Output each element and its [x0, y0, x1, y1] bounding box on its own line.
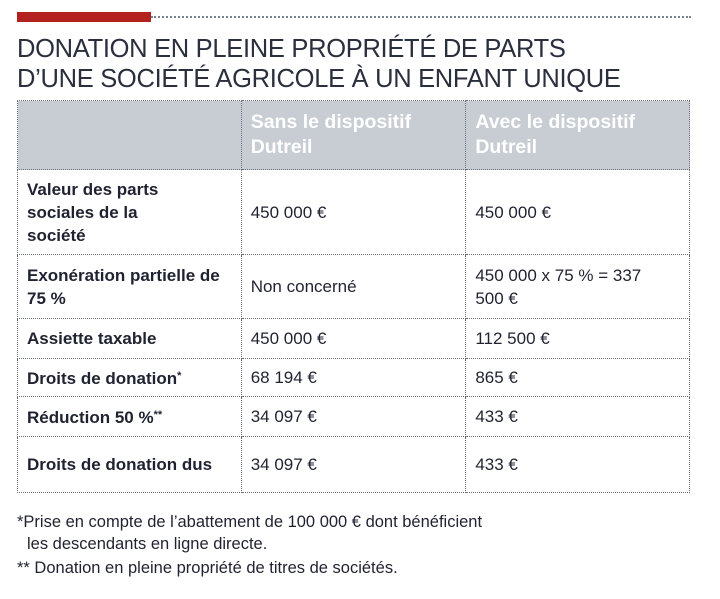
cell-avec-droits: 865 €	[466, 359, 690, 397]
header-avec-dispositif: Avec le dispositif Dutreil	[466, 101, 690, 170]
table-row	[18, 319, 690, 359]
row-label-reduction-text: Réduction 50 %	[27, 408, 154, 427]
footnote-marker: **	[153, 409, 163, 421]
table-row	[18, 359, 690, 397]
row-label-valeur-parts: Valeur des parts sociales de la société	[18, 170, 242, 255]
header-corner-cell	[18, 101, 242, 170]
cell-sans-droits-dus: 34 097 €	[241, 437, 466, 493]
cell-sans-reduction: 34 097 €	[241, 397, 466, 437]
row-label-droits	[18, 359, 242, 397]
cell-avec-assiette: 112 500 €	[466, 319, 690, 359]
footnote-1-line-1: *Prise en compte de l’abattement de 100 000 € dont bénéficient	[17, 513, 483, 531]
row-label-droits-text: Droits de donation	[27, 369, 178, 388]
row-label-exoneration: Exonération partielle de 75 %	[18, 255, 242, 319]
cell-sans-valeur-parts: 450 000 €	[241, 170, 466, 255]
footnote-1-line-2: les descendants en ligne directe.	[27, 535, 268, 553]
title-line-1: DONATION EN PLEINE PROPRIÉTÉ DE PARTS	[17, 35, 566, 63]
title-line-2: D’UNE SOCIÉTÉ AGRICOLE À UN ENFANT UNIQUE	[17, 65, 621, 93]
cell-sans-droits: 68 194 €	[241, 359, 466, 397]
table-row	[18, 255, 690, 319]
cell-avec-droits-dus: 433 €	[466, 437, 690, 493]
row-label-droits-dus: Droits de donation dus	[18, 437, 242, 493]
comparison-table	[17, 100, 690, 493]
table-row	[18, 397, 690, 437]
table-row	[18, 170, 690, 255]
footnote-2: ** Donation en pleine propriété de titres de sociétés.	[17, 559, 398, 577]
table-header-row	[18, 101, 690, 170]
cell-avec-valeur-parts: 450 000 €	[466, 170, 690, 255]
cell-sans-exoneration: Non concerné	[241, 255, 466, 319]
table-row	[18, 437, 690, 493]
header-sans-dispositif: Sans le dispositif Dutreil	[241, 101, 466, 170]
page-title	[17, 34, 707, 94]
footnote-1	[17, 511, 697, 555]
cell-avec-reduction: 433 €	[466, 397, 690, 437]
cell-avec-exoneration: 450 000 x 75 % = 337 500 €	[466, 255, 690, 319]
footnote-marker: *	[177, 370, 182, 382]
row-label-assiette: Assiette taxable	[18, 319, 242, 359]
accent-bar	[17, 12, 151, 22]
cell-sans-assiette: 450 000 €	[241, 319, 466, 359]
row-label-reduction	[18, 397, 242, 437]
top-dotted-rule	[151, 16, 691, 18]
